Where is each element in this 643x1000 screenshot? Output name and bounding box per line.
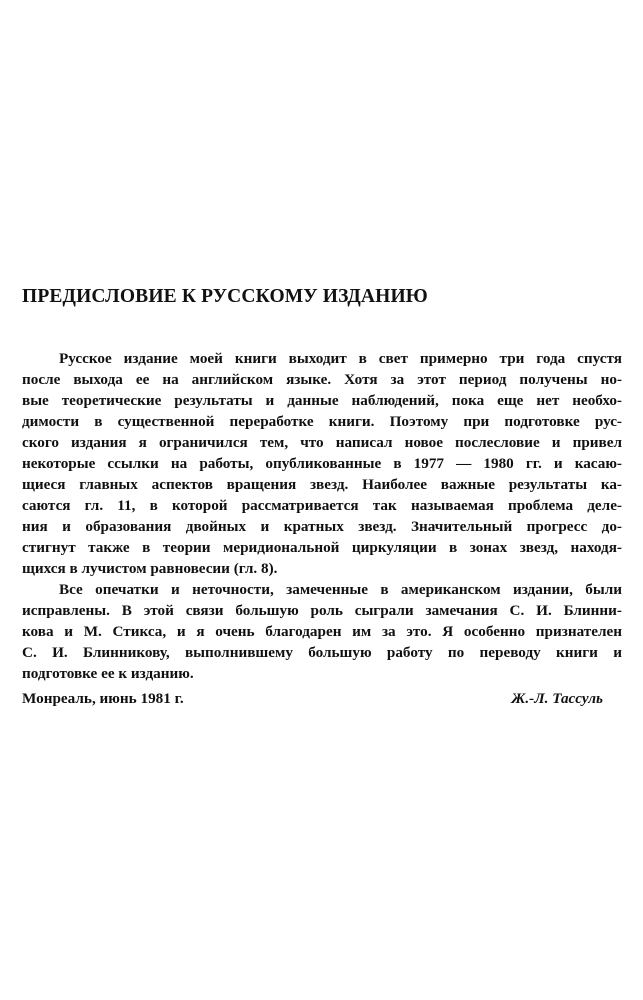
- text-line: щихся в лучистом равновесии (гл. 8).: [22, 560, 278, 577]
- text-line: подготовке ее к изданию.: [22, 665, 194, 682]
- paragraph-2: [22, 579, 622, 684]
- preface-body: [22, 348, 622, 684]
- author-signature: Ж.-Л. Тассуль: [511, 690, 603, 707]
- text-line: стигнут также в теории меридиональной циркуляции в зонах звезд, находя-: [22, 539, 622, 556]
- signature-block: [22, 690, 603, 714]
- text-line: вые теоретические результаты и данные наблюдений, пока еще нет необхо-: [22, 392, 622, 409]
- text-line: саются гл. 11, в которой рассматривается так называемая проблема деле-: [22, 497, 622, 514]
- text-line: щиеся главных аспектов вращения звезд. Наиболее важные результаты ка-: [22, 476, 622, 493]
- text-line: ского издания я ограничился тем, что написал новое послесловие и привел: [22, 434, 622, 451]
- text-line: Все опечатки и неточности, замеченные в американском издании, были: [59, 581, 622, 598]
- text-line: кова и М. Стикса, и я очень благодарен им за это. Я особенно признателен: [22, 623, 622, 640]
- text-line: Русское издание моей книги выходит в свет примерно три года спустя: [59, 350, 622, 367]
- text-line: некоторые ссылки на работы, опубликованные в 1977 — 1980 гг. и касаю-: [22, 455, 622, 472]
- page-title: ПРЕДИСЛОВИЕ К РУССКОМУ ИЗДАНИЮ: [22, 286, 428, 307]
- text-line: исправлены. В этой связи большую роль сыграли замечания С. И. Блинни-: [22, 602, 622, 619]
- text-line: димости в существенной переработке книги. Поэтому при подготовке рус-: [22, 413, 622, 430]
- text-line: С. И. Блинникову, выполнившему большую работу по переводу книги и: [22, 644, 622, 661]
- text-line: ния и образования двойных и кратных звезд. Значительный прогресс до-: [22, 518, 622, 535]
- paragraph-1: [22, 348, 622, 579]
- text-line: после выхода ее на английском языке. Хотя за этот период получены но-: [22, 371, 622, 388]
- place-date: Монреаль, июнь 1981 г.: [22, 690, 184, 707]
